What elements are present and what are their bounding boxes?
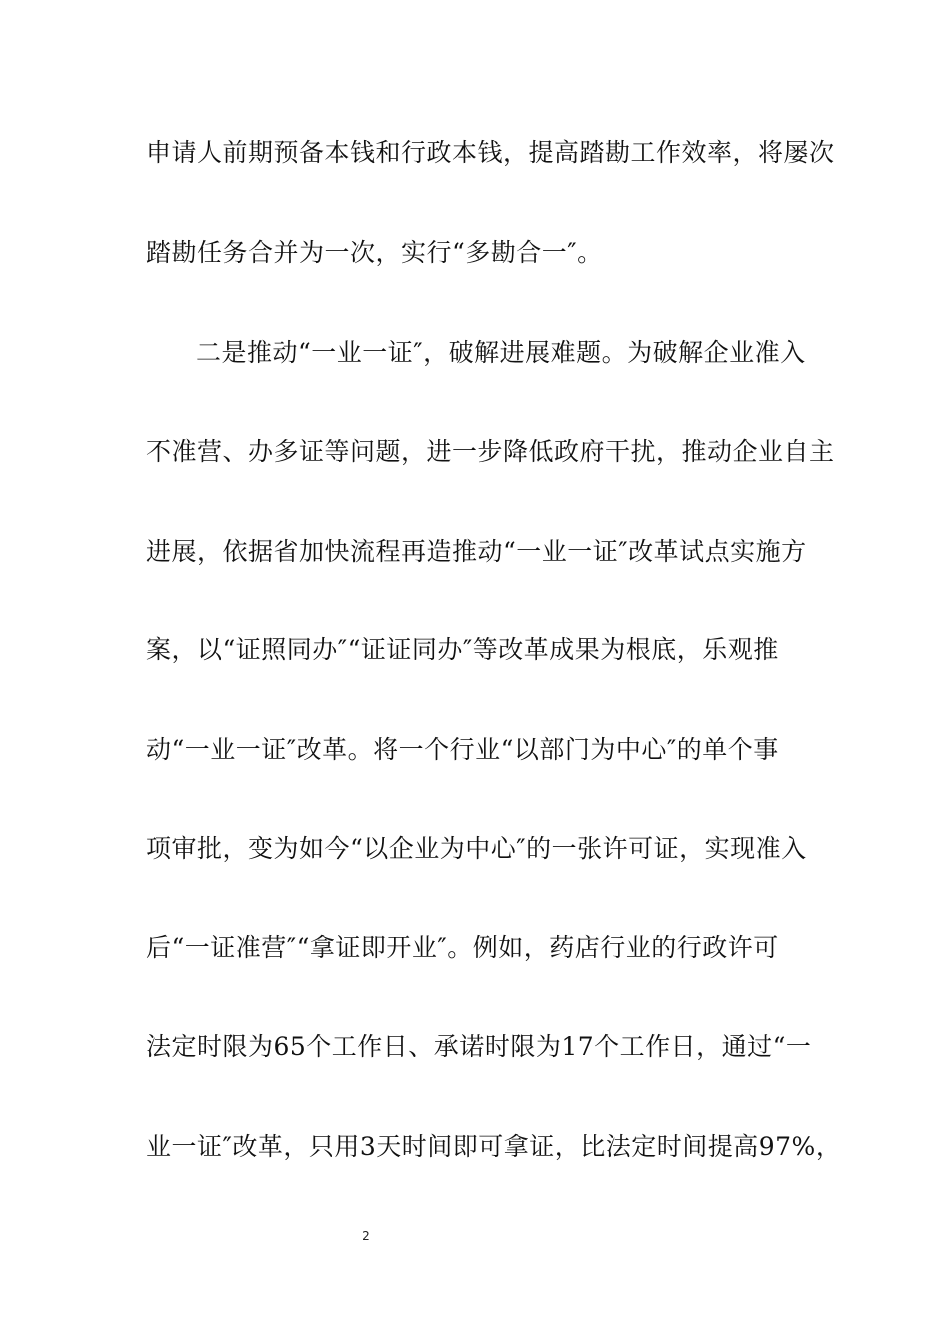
text-line-6: 案，以“证照同办″“证证同办″等改革成果为根底，乐观推 [146,635,779,664]
text-line-5: 进展，依据省加快流程再造推动“一业一证″改革试点实施方 [146,537,807,566]
text-line-8: 项审批，变为如今“以企业为中心″的一张许可证，实现准入 [146,834,807,863]
text-line-4: 不准营、办多证等问题，进一步降低政府干扰，推动企业自主 [146,437,835,466]
text-line-11: 业一证″改革，只用3天时间即可拿证，比法定时间提高97%， [146,1132,842,1161]
text-line-2: 踏勘任务合并为一次，实行“多勘合一″。 [146,238,603,267]
text-line-1: 申请人前期预备本钱和行政本钱，提高踏勘工作效率，将屡次 [146,138,835,167]
text-line-9: 后“一证准营″“拿证即开业″。例如，药店行业的行政许可 [146,933,779,962]
page-number: 2 [362,1229,370,1243]
text-line-3: 二是推动“一业一证″，破解进展难题。为破解企业准入 [196,338,806,367]
text-line-7: 动“一业一证″改革。将一个行业“以部门为中心″的单个事 [146,735,779,764]
text-line-10: 法定时限为65个工作日、承诺时限为17个工作日，通过“一 [146,1032,812,1061]
